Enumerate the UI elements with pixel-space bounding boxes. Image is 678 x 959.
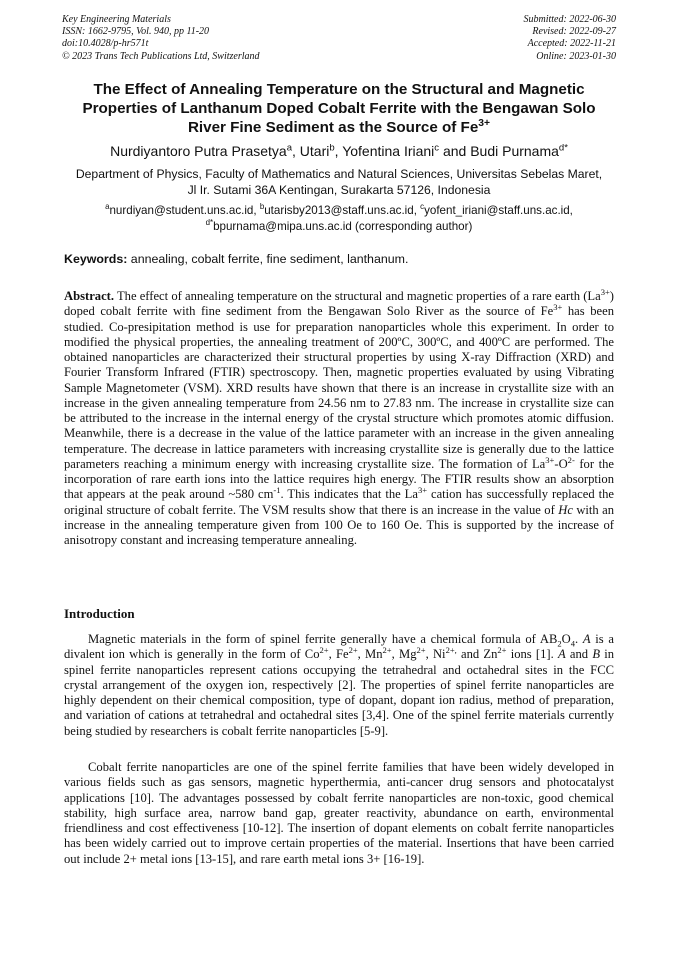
email-link[interactable]: utarisby2013@staff.uns.ac.id, bbox=[264, 204, 421, 217]
paper-title: The Effect of Annealing Temperature on the Structural and Magnetic Properties of Lanthanum Doped Cobalt Ferrite with the Bengawan Solo River Fine Sediment as the Source of $Fe^{3+}$ bbox=[82, 81, 596, 136]
affiliation: Department of Physics, Faculty of Mathematics and Natural Sciences, Universitas Sebelas Maret, Jl Ir. Sutami 36A Kentingan, Surakarta 57126, Indonesia bbox=[75, 167, 603, 197]
author-mark: c bbox=[434, 142, 440, 154]
date-submitted: Submitted: 2022-06-30 bbox=[523, 14, 616, 25]
email-link[interactable]: bpurnama@mipa.uns.ac.id (corresponding author) bbox=[213, 219, 473, 233]
introduction-paragraph: Magnetic materials in the form of spinel ferrite generally have a chemical formula of $AB_2O_4$. A is a divalent ion which is generally in the form of $Co^{2+}$, $Fe^{2+}$, $Mn^{2+}$, $Mg^{2+}$, $Ni^{2+,}$ and $Zn^{2+}$ ions [1]. A and B in spinel ferrite nanoparticles represent cations occupying the tetrahedral and octahedral sites in the FCC crystal arrangement of the oxygen ion, respectively [2]. The properties of spinel ferrite nanoparticles are highly dependent on their chemical composition, type of dopant, dopant ion radius, method of preparation, and variation of cations at tetrahedral and octahedral sites [3,4]. One of the spinel ferrite materials currently being studied by researchers is cobalt ferrite nanoparticles [5-9]. bbox=[64, 632, 615, 738]
author-mark: d* bbox=[558, 142, 568, 154]
journal-copyright: © 2023 Trans Tech Publications Ltd, Switzerland bbox=[62, 50, 260, 62]
abstract: Abstract. The effect of annealing temperature on the structural and magnetic properties of a rare earth $(La^{3+})$ doped cobalt ferrite with fine sediment from the Bengawan Solo River as the source of $Fe^{3+}$ has been studied. Co-presipitation method is use for preparation nanoparticles whole this experiment. In order to modified the physical properties, the annealing treatment of 200ºC, 300ºC, and 400ºC are performed. The obtained nanoparticles are characterized their structural properties by using X-ray Diffraction (XRD) and Fourier Transform Infrared (FTIR) spectroscopy. Then, magnetic properties evaluated by using Vibrating Sample Magnetometer (VSM). XRD results have shown that there is an increase in crystallite size with an increase in the given annealing temperature from 24.56 nm to 27.83 nm. The increase in crystallite size can be attributed to the increase in the internal energy of the crystal structure which promotes atomic diffusion. Meanwhile, there is a decrease in the value of the lattice parameter with an increase in the given annealing temperature. The decrease in lattice parameters with increasing crystallite size is generally due to the lattice parameters reaching a minimum energy with increasing crystallite size. The formation of $La^{3+}-O^{2-}$ for the incorporation of rare earth ions into the lattice requires high energy. The FTIR results show an absorption that appears at the peak around ~580 $cm^{-1}$. This indicates that the $La^{3+}$ cation has successfully replaced the original structure of cobalt ferrite. The VSM results show that there is an increase in the value of Hc with an increase in the annealing temperature given from 100 Oe to 160 Oe. This is supported by the increase of anisotropy constant and increasing temperature annealing. bbox=[64, 286, 615, 547]
author-name: Nurdiyantoro Putra Prasetya bbox=[110, 143, 287, 159]
author-mark: a bbox=[286, 142, 293, 154]
date-accepted: Accepted: 2022-11-21 bbox=[527, 38, 616, 50]
date-online: Online: 2023-01-30 bbox=[536, 50, 616, 62]
journal-doi: doi:10.4028/p-hr571t bbox=[62, 38, 149, 50]
journal-issn: ISSN: 1662-9795, Vol. 940, pp 11-20 bbox=[62, 26, 210, 38]
keywords-text: annealing, cobalt ferrite, fine sediment, lanthanum. bbox=[127, 252, 409, 266]
author-mark: b bbox=[329, 142, 335, 154]
submission-dates bbox=[524, 14, 617, 63]
author-name: Yofentina Iriani bbox=[342, 143, 435, 159]
email-link[interactable]: nurdiyan@student.uns.ac.id, bbox=[109, 204, 260, 217]
author-name: Utari bbox=[299, 143, 330, 159]
keywords-label: Keywords: bbox=[64, 252, 128, 266]
date-revised: Revised: 2022-09-27 bbox=[532, 26, 616, 38]
author-emails: $^a$nurdiyan@student.uns.ac.id, $^b$utarisby2013@staff.uns.ac.id, $^c$yofent_iriani@staff.uns.ac.id, $^{d*}$bpurnama@mipa.uns.ac.id (corresponding author) bbox=[105, 202, 573, 233]
section-heading-introduction: Introduction bbox=[64, 606, 135, 621]
keywords bbox=[64, 251, 616, 267]
journal-name: Key Engineering Materials bbox=[62, 14, 171, 25]
abstract-label: Abstract. bbox=[64, 289, 115, 303]
introduction-paragraph: Cobalt ferrite nanoparticles are one of the spinel ferrite families that have been widely developed in various fields such as gas sensors, magnetic hyperthermia, anti-cancer drug sensors and photocatalyst applications [10]. The advantages possessed by cobalt ferrite nanoparticles are non-toxic, good chemical stability, high surface area, narrow band gap, greater reactivity, abundance on earth, environmental friendliness and cost effectiveness [10-12]. The insertion of dopant elements on cobalt ferrite nanoparticles has been widely carried out to improve certain properties of the material. Insertions that have been carried out include 2+ metal ions [13-15], and rare earth metal ions 3+ [16-19]. bbox=[64, 760, 614, 866]
journal-info bbox=[62, 14, 260, 63]
author-name: Budi Purnama bbox=[470, 143, 559, 159]
email-link[interactable]: yofent_iriani@staff.uns.ac.id, bbox=[424, 204, 573, 217]
author-list: Nurdiyantoro Putra Prasetya$^a$, Utari$^b$, Yofentina Iriani$^c$ and Budi Purnama$^{d*}$ bbox=[110, 142, 568, 159]
